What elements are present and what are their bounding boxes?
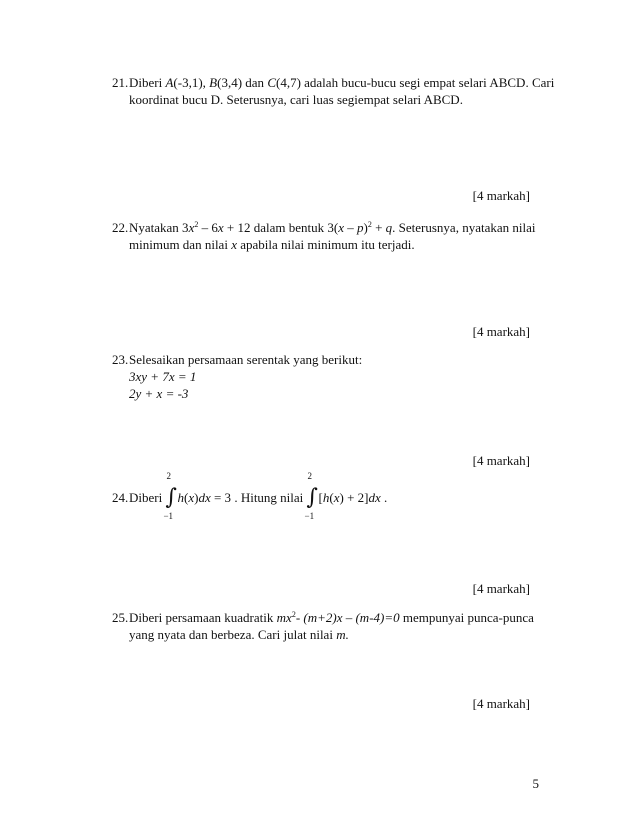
equation-1: 3xy + 7x = 1	[129, 369, 197, 384]
integral-1: 2 ∫ −1	[163, 470, 177, 521]
question-text: Nyatakan $3x^2 - 6x + 12$ dalam bentuk 3(x – p)$^2$ + q. Seterusnya, nyatakan nilai minimum dan nilai x apabila nilai minimum itu terjadi.	[129, 220, 536, 252]
question-number: 24.	[112, 490, 129, 505]
question-number: 25.	[112, 610, 129, 625]
marks-label: [4 markah]	[472, 453, 530, 468]
question-number: 23.	[112, 352, 129, 367]
question-text: Selesaikan persamaan serentak yang berikut: 3xy + 7x = 1 2y + x = -3	[129, 352, 363, 401]
marks-label: [4 markah]	[472, 188, 530, 203]
question-text: Diberi A(-3,1), B(3,4) dan C(4,7) adalah bucu-bucu segi empat selari ABCD. Cari koordinat bucu D. Seterusnya, cari luas segiempat selari ABCD.	[129, 75, 555, 107]
marks-label: [4 markah]	[472, 696, 530, 711]
equation-2: 2y + x = -3	[129, 386, 189, 401]
question-22	[112, 219, 536, 253]
marks-label: [4 markah]	[472, 581, 530, 596]
integral-2: 2 ∫ −1	[304, 470, 318, 521]
question-24	[112, 470, 532, 521]
question-25	[112, 609, 532, 643]
question-23	[112, 351, 532, 402]
question-number: 21.	[112, 75, 129, 90]
question-text: Diberi persamaan kuadratik $mx^2-$ (m+2)x – (m-4)=0 mempunyai punca-punca yang nyata dan berbeza. Cari julat nilai m.	[129, 610, 534, 642]
question-text: Diberi 2 ∫ −1 h(x)dx = 3 . Hitung nilai 2 ∫ −1 [h(x) + 2]dx .	[129, 470, 388, 521]
question-21	[112, 74, 555, 108]
question-number: 22.	[112, 220, 129, 235]
marks-label: [4 markah]	[472, 324, 530, 339]
page-number: 5	[532, 776, 539, 791]
